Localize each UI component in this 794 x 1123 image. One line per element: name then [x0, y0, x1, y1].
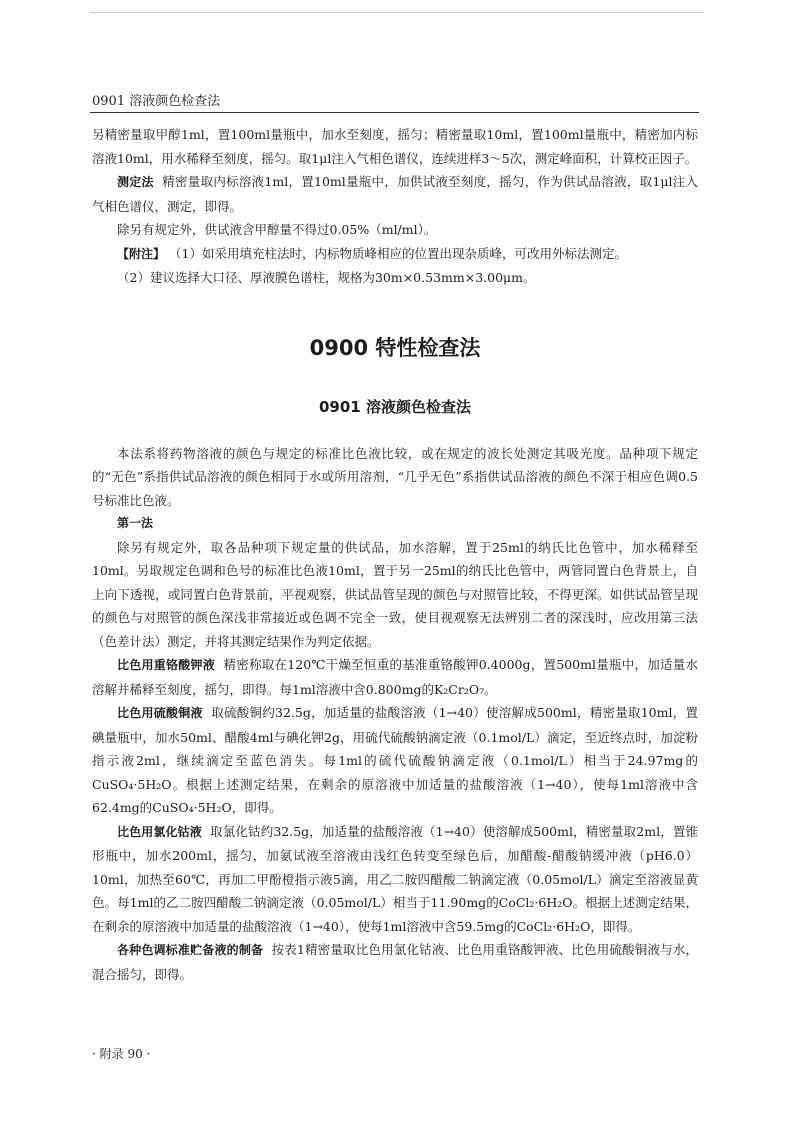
cobalt-formula-2: CoCl₂·6H₂O — [516, 918, 591, 934]
cobalt-lead: 比色用氯化钴液 — [117, 824, 202, 839]
stock-paragraph — [92, 938, 698, 986]
method-1-heading: 第一法 — [117, 516, 154, 530]
section-title: 0901 溶液颜色检查法 — [319, 397, 471, 416]
note-2: （2）建议选择大口径、厚液膜色谱柱，规格为30m×0.53mm×3.00μm。 — [117, 270, 536, 285]
running-header: 0901 溶液颜色检查法 — [92, 94, 221, 109]
assay-lead: 测定法 — [117, 175, 154, 189]
cobalt-end: ，即得。 — [590, 918, 641, 934]
copper-paragraph — [92, 701, 698, 820]
stock-lead: 各种色调标准贮备液的制备 — [117, 943, 264, 957]
intro-paragraph: 本法系将药物溶液的颜色与规定的标准比色液比较，或在规定的波长处测定其吸光度。品种项下规定的“无色”系指供试品溶液的颜色相同于水或所用溶剂，“几乎无色”系指供试品溶液的颜色不深于相应色调0.5号标准比色液。 — [92, 445, 698, 508]
cobalt-paragraph — [92, 820, 698, 939]
dichromate-text: 精密称取在120℃干燥至恒重的基准重铬酸钾0.4000g，置500ml量瓶中，加适量水溶解并稀释至刻度，摇匀，即得。每1ml溶液中含0.800mg的 — [92, 657, 698, 697]
page-body — [92, 123, 698, 986]
note-1: （1）如采用填充柱法时，内标物质峰相应的位置出现杂质峰，可改用外标法测定。 — [169, 245, 627, 261]
chapter-title: 0900 特性检查法 — [309, 335, 481, 360]
dichromate-formula: K₂Cr₂O₇ — [433, 681, 485, 697]
calibration-paragraph: 另精密量取甲醇1ml，置100ml量瓶中，加水至刻度，摇匀；精密量取10ml，置100ml量瓶中，精密加内标溶液10ml，用水稀释至刻度，摇匀。取1μl注入气相色谱仪，连续进样3～5次，测定峰面积，计算校正因子。 — [92, 127, 698, 166]
copper-formula-2: CuSO₄·5H₂O — [152, 800, 232, 815]
limit-paragraph: 除另有规定外，供试液含甲醇量不得过0.05%（ml/ml）。 — [117, 222, 437, 237]
copper-text-2: 。根据上述测定结果，在剩余的原溶液中加适量的盐酸溶液（1→40），使每1ml溶液中含62.4mg的 — [92, 776, 698, 815]
header-rule — [90, 112, 699, 113]
assay-text: 精密量取内标溶液1ml，置10ml量瓶中，加供试液至刻度，摇匀，作为供试品溶液，取1μl注入气相色谱仪，测定，即得。 — [92, 174, 698, 214]
page-number: · 附录 90 · — [92, 1047, 151, 1061]
copper-lead: 比色用硫酸铜液 — [117, 706, 203, 720]
cobalt-text-1: 取氯化钴约32.5g，加适量的盐酸溶液（1→40）使溶解成500ml，精密量取2ml，置锥形瓶中，加水200ml，摇匀，加氨试液至溶液由浅红色转变至绿色后，加醋酸-醋酸钠缓冲液（pH6.0）10ml，加热至60℃，再加二甲酚橙指示液5滴，用乙二胺四醋酸二钠滴定液（0.05mol/L）滴定至溶液显黄色。每1ml的乙二胺四醋酸二钠滴定液（0.05mol/L）相当于11.90mg的 — [92, 823, 698, 910]
dichromate-paragraph — [92, 653, 698, 701]
copper-formula-1: CuSO₄·5H₂O — [92, 776, 172, 792]
dichromate-lead: 比色用重铬酸钾液 — [117, 658, 216, 672]
cobalt-text-2: 。根据上述测定结果，在剩余的原溶液中加适量的盐酸溶液（1→40），使每1ml溶液中含59.5mg的 — [92, 895, 698, 934]
method-1-body: 除另有规定外，取各品种项下规定量的供试品，加水溶解，置于25ml的纳氏比色管中，加水稀释至10ml。另取规定色调和色号的标准比色液10ml，置于另一25ml的纳氏比色管中，两管同置白色背景上，自上向下透视，或同置白色背景前，平视观察，供试品管呈现的颜色与对照管比较，不得更深。如供试品管呈现的颜色与对照管的颜色深浅非常接近或色调不完全一致，使目视观察无法辨别二者的深浅时，应改用第三法（色差计法）测定，并将其测定结果作为判定依据。 — [92, 539, 698, 649]
cobalt-formula-1: CoCl₂·6H₂O — [498, 895, 573, 910]
dichromate-end: 。 — [484, 681, 497, 697]
top-rule — [90, 12, 704, 13]
assay-paragraph — [92, 170, 698, 218]
copper-end: ，即得。 — [231, 800, 282, 815]
stock-text: 按表1精密量取比色用氯化钴液、比色用重铬酸钾液、比色用硫酸铜液与水，混合摇匀，即得。 — [92, 942, 698, 982]
note-lead: 【附注】 — [117, 246, 166, 261]
copper-text-1: 取硫酸铜约32.5g，加适量的盐酸溶液（1→40）使溶解成500ml，精密量取10ml，置碘量瓶中，加水50ml、醋酸4ml与碘化钾2g，用硫代硫酸钠滴定液（0.1mol/L）滴定，至近终点时，加淀粉指示液2ml，继续滴定至蓝色消失。每1ml的硫代硫酸钠滴定液（0.1mol/L）相当于24.97mg的 — [92, 705, 698, 768]
note-paragraph — [92, 242, 698, 267]
